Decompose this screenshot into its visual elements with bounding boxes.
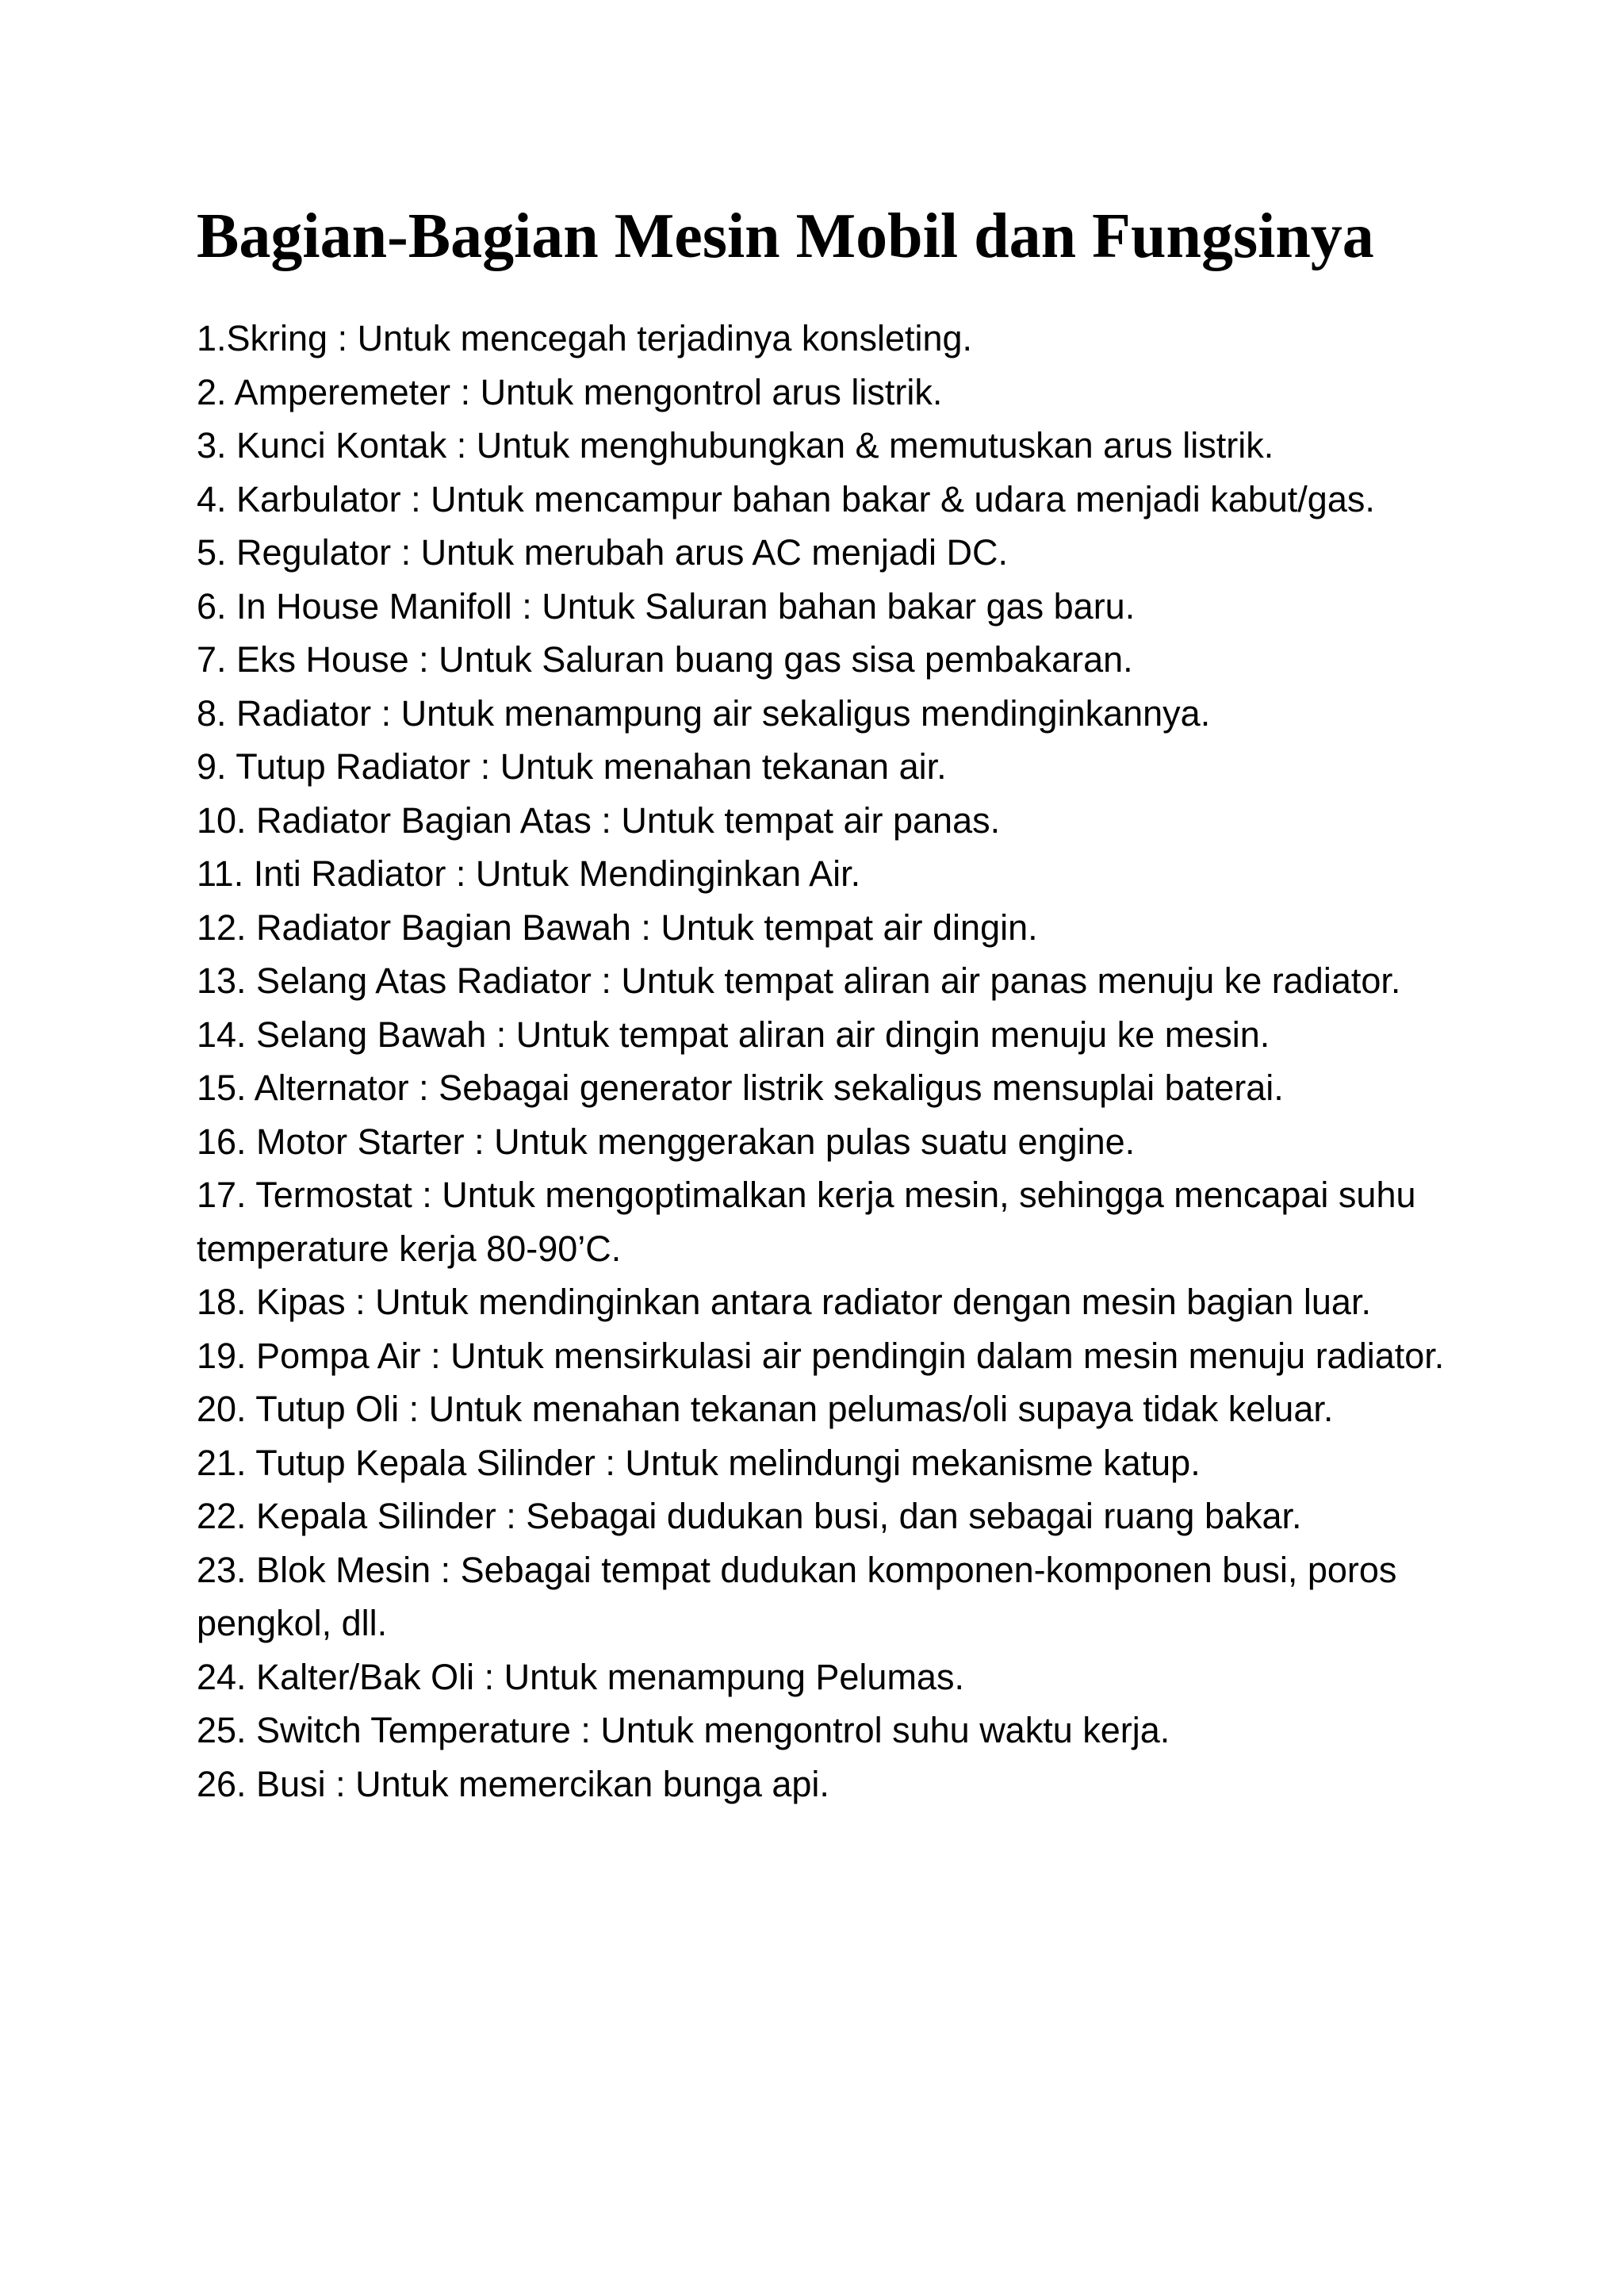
list-item: 22. Kepala Silinder : Sebagai dudukan busi, dan sebagai ruang bakar. [197,1496,1302,1536]
list-item: 20. Tutup Oli : Untuk menahan tekanan pelumas/oli supaya tidak keluar. [197,1389,1334,1429]
list-item: 18. Kipas : Untuk mendinginkan antara radiator dengan mesin bagian luar. [197,1282,1371,1322]
document-title: Bagian-Bagian Mesin Mobil dan Fungsinya [197,201,1374,271]
list-item: 1.Skring : Untuk mencegah terjadinya konsleting. [197,318,973,358]
parts-list [197,312,1450,1811]
list-item: 24. Kalter/Bak Oli : Untuk menampung Pelumas. [197,1656,964,1697]
list-item: 13. Selang Atas Radiator : Untuk tempat aliran air panas menuju ke radiator. [197,960,1401,1001]
list-item: 25. Switch Temperature : Untuk mengontrol suhu waktu kerja. [197,1710,1170,1750]
list-item: 23. Blok Mesin : Sebagai tempat dudukan komponen-komponen busi, poros pengkol, dll. [197,1549,1397,1643]
list-item: 12. Radiator Bagian Bawah : Untuk tempat air dingin. [197,907,1038,948]
list-item: 11. Inti Radiator : Untuk Mendinginkan Air. [197,853,861,894]
list-item: 5. Regulator : Untuk merubah arus AC menjadi DC. [197,532,1008,573]
list-item: 17. Termostat : Untuk mengoptimalkan kerja mesin, sehingga mencapai suhu temperature kerja 80-90’C. [197,1175,1416,1269]
list-item: 21. Tutup Kepala Silinder : Untuk melindungi mekanisme katup. [197,1442,1201,1483]
list-item: 14. Selang Bawah : Untuk tempat aliran air dingin menuju ke mesin. [197,1014,1270,1055]
list-item: 6. In House Manifoll : Untuk Saluran bahan bakar gas baru. [197,585,1136,627]
list-item: 19. Pompa Air : Untuk mensirkulasi air pendingin dalam mesin menuju radiator. [197,1335,1445,1376]
list-item: 15. Alternator : Sebagai generator listrik sekaligus mensuplai baterai. [197,1068,1284,1108]
list-item: 10. Radiator Bagian Atas : Untuk tempat air panas. [197,799,1001,841]
list-item: 3. Kunci Kontak : Untuk menghubungkan & memutuskan arus listrik. [197,425,1274,466]
list-item: 2. Amperemeter : Untuk mengontrol arus listrik. [197,371,943,412]
list-item: 4. Karbulator : Untuk mencampur bahan bakar & udara menjadi kabut/gas. [197,478,1375,519]
list-item: 8. Radiator : Untuk menampung air sekaligus mendinginkannya. [197,692,1211,734]
list-item: 7. Eks House : Untuk Saluran buang gas sisa pembakaran. [197,639,1133,680]
list-item: 16. Motor Starter : Untuk menggerakan pulas suatu engine. [197,1121,1136,1162]
list-item: 9. Tutup Radiator : Untuk menahan tekanan air. [197,746,947,787]
list-item: 26. Busi : Untuk memercikan bunga api. [197,1763,829,1804]
